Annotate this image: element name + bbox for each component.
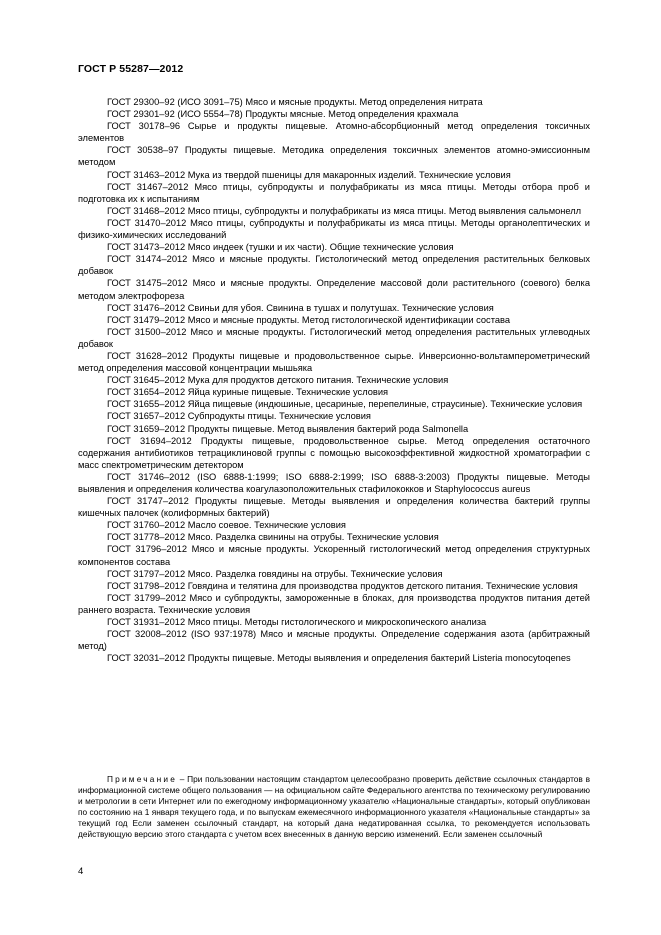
reference-item: ГОСТ 31463–2012 Мука из твердой пшеницы для макаронных изделий. Технические условия (107, 169, 511, 180)
page-number: 4 (78, 866, 84, 877)
reference-item: ГОСТ 31628–2012 Продукты пищевые и продовольственное сырье. Инверсионно-вольтамперометрический метод определения массовой концентрации мышьяка (78, 350, 590, 374)
reference-item: ГОСТ 32031–2012 Продукты пищевые. Методы выявления и определения бактерий Listeria monocytoqenes (107, 653, 571, 664)
reference-item: ГОСТ 31474–2012 Мясо и мясные продукты. Гистологический метод определения растительных белковых добавок (78, 254, 590, 277)
reference-item: ГОСТ 31931–2012 Мясо птицы. Методы гистологического и микроскопического анализа (107, 617, 487, 628)
reference-item: ГОСТ 31500–2012 Мясо и мясные продукты. Гистологический метод определения растительных углеводных добавок (78, 326, 590, 349)
reference-item: ГОСТ 31760–2012 Масло соевое. Технические условия (107, 520, 346, 531)
normative-references-list (78, 96, 590, 664)
reference-item: ГОСТ 31468–2012 Мясо птицы, субпродукты и полуфабрикаты из мяса птицы. Метод выявления сальмонелл (107, 205, 582, 216)
reference-item: ГОСТ 31657–2012 Субпродукты птицы. Технические условия (107, 411, 371, 422)
reference-item: ГОСТ 30538–97 Продукты пищевые. Методика определения токсичных элементов атомно-эмиссионным методом (78, 145, 590, 168)
reference-item: ГОСТ 31746–2012 (ISO 6888-1:1999; ISO 6888-2:1999; ISO 6888-3:2003) Продукты пищевые. Методы выявления и определения количества коагулазоположительных стафилококков и Staphylococcus aureus (78, 471, 590, 494)
reference-item: ГОСТ 31747–2012 Продукты пищевые. Методы выявления и определения количества бактерий группы кишечных палочек (колиформных бактерий) (78, 496, 590, 519)
reference-item: ГОСТ 31778–2012 Мясо. Разделка свинины на отрубы. Технические условия (107, 532, 439, 543)
note-paragraph (78, 774, 590, 839)
reference-item: ГОСТ 32008–2012 (ISO 937:1978) Мясо и мясные продукты. Определение содержания азота (арбитражный метод) (78, 629, 590, 652)
reference-item: ГОСТ 31645–2012 Мука для продуктов детского питания. Технические условия (107, 375, 449, 386)
reference-item: ГОСТ 31659–2012 Продукты пищевые. Метод выявления бактерий рода Salmonella (107, 423, 469, 434)
note-label: Примечание (107, 774, 178, 784)
reference-item: ГОСТ 31475–2012 Мясо и мясные продукты. Определение массовой доли растительного (соевого) белка методом электрофореза (78, 278, 590, 301)
note-text: – При пользовании настоящим стандартом целесообразно проверить действие ссылочных стандартов в информационной системе общего пользования — на официальном сайте Федерального агентства по техническому регулированию и метрологии в сети Интернет или по ежегодному информационному указателю «Национальные стандарты», который опубликован по состоянию на 1 января текущего года, и по выпускам ежемесячного информационного указателя «Национальные стандарты» за текущий год Если заменен ссылочный стандарт, на который дана недатированная ссылка, то рекомендуется использовать действующую версию этого стандарта с учетом всех внесенных в данную версию изменений. Если заменен ссылочный (78, 774, 590, 839)
reference-item: ГОСТ 31797–2012 Мясо. Разделка говядины на отрубы. Технические условия (107, 568, 443, 579)
reference-item: ГОСТ 30178–96 Сырье и продукты пищевые. Атомно-абсорбционный метод определения токсичных элементов (78, 121, 590, 144)
reference-item: ГОСТ 29300–92 (ИСО 3091–75) Мясо и мясные продукты. Метод определения нитрата (107, 97, 483, 107)
reference-item: ГОСТ 31473–2012 Мясо индеек (тушки и их части). Общие технические условия (107, 242, 454, 253)
reference-item: ГОСТ 31654–2012 Яйца куриные пищевые. Технические условия (107, 387, 389, 398)
reference-item: ГОСТ 31798–2012 Говядина и телятина для производства продуктов детского питания. Технические условия (107, 580, 578, 591)
reference-item: ГОСТ 31467–2012 Мясо птицы, субпродукты и полуфабрикаты из мяса птицы. Методы отбора проб и подготовка их к испытаниям (78, 181, 590, 204)
reference-item: ГОСТ 31694–2012 Продукты пищевые, продовольственное сырье. Метод определения остаточного содержания антибиотиков тетрациклиновой группы с помощью высокоэффективной жидкостной хроматографии с масс спектрометрическим детектором (78, 435, 590, 470)
page-header-title: ГОСТ Р 55287—2012 (78, 63, 184, 75)
reference-item: ГОСТ 31655–2012 Яйца пищевые (индюшиные, цесариные, перепелиные, страусиные). Технические условия (107, 399, 583, 410)
reference-item: ГОСТ 31476–2012 Свиньи для убоя. Свинина в тушах и полутушах. Технические условия (107, 302, 494, 313)
reference-item: ГОСТ 31470–2012 Мясо птицы, субпродукты и полуфабрикаты из мяса птицы. Методы органолептических и физико-химических исследований (78, 217, 590, 241)
reference-item: ГОСТ 31799–2012 Мясо и субпродукты, замороженные в блоках, для производства продуктов питания детей раннего возраста. Технические условия (78, 592, 590, 615)
reference-item: ГОСТ 29301–92 (ИСО 5554–78) Продукты мясные. Метод определения крахмала (107, 109, 459, 120)
reference-item: ГОСТ 31479–2012 Мясо и мясные продукты. Метод гистологической идентификации состава (107, 314, 511, 325)
reference-item: ГОСТ 31796–2012 Мясо и мясные продукты. Ускоренный гистологический метод определения структурных компонентов состава (78, 544, 590, 567)
